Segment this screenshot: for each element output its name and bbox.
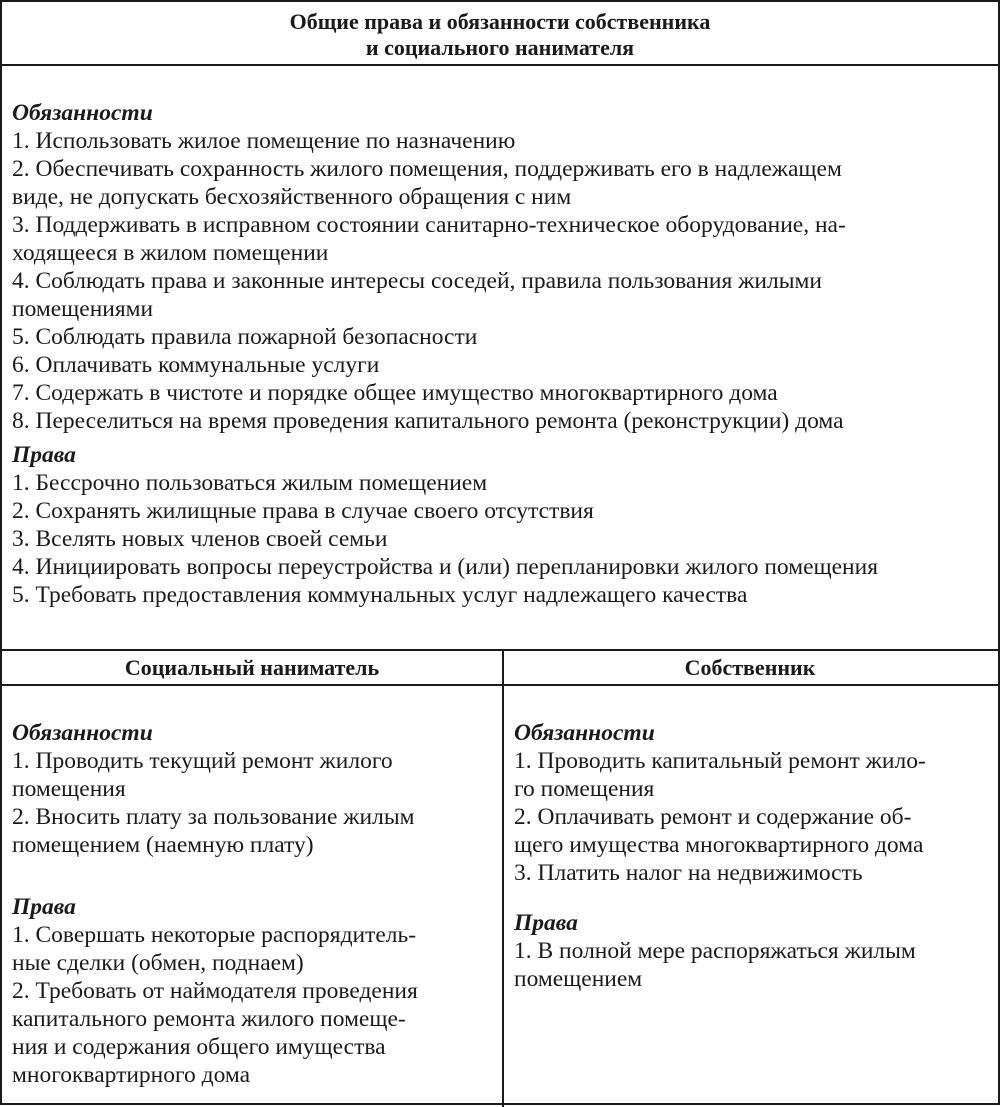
list-item-line: помещением (наемную плату) — [12, 832, 314, 858]
owner-column-header: Собственник — [502, 651, 998, 686]
tenant-duties-list — [12, 747, 494, 859]
tenant-rights-title: Права — [12, 894, 76, 920]
list-item — [12, 155, 992, 211]
list-item — [514, 803, 992, 859]
list-item — [12, 127, 992, 155]
column-divider — [502, 651, 504, 1107]
list-item-line: 3. Поддерживать в исправном состоянии санитарно-техническое оборудование, на- — [12, 212, 846, 238]
list-item — [12, 581, 992, 609]
common-duties-list — [12, 127, 992, 435]
list-item-line: 3. Платить налог на недвижимость — [514, 860, 863, 886]
tenant-column — [12, 719, 494, 1089]
list-item-line: ные сделки (обмен, поднаем) — [12, 950, 304, 976]
list-item — [12, 267, 992, 323]
common-duties-title: Обязанности — [12, 100, 153, 126]
list-item — [12, 525, 992, 553]
list-item-line: 4. Инициировать вопросы переустройства и (или) перепланировки жилого помещения — [12, 554, 879, 580]
owner-duties-title: Обязанности — [514, 720, 655, 746]
list-item-line: помещением — [514, 966, 643, 992]
list-item-line: 1. Использовать жилое помещение по назначению — [12, 128, 516, 154]
list-item — [12, 747, 494, 803]
list-item — [514, 747, 992, 803]
table-title-line-2: и социального нанимателя — [365, 35, 635, 60]
list-item-line: 2. Требовать от наймодателя проведения — [12, 978, 418, 1004]
list-item-line: 8. Переселиться на время проведения капитального ремонта (реконструкции) дома — [12, 408, 844, 434]
list-item — [12, 323, 992, 351]
list-item-line: ния и содержания общего имущества — [12, 1034, 386, 1060]
list-item-line: 1. В полной мере распоряжаться жилым — [514, 938, 916, 964]
list-item-line: 3. Вселять новых членов своей семьи — [12, 526, 388, 552]
tenant-duties-title: Обязанности — [12, 720, 153, 746]
list-item — [12, 407, 992, 435]
list-item — [12, 211, 992, 267]
owner-rights-title: Права — [514, 910, 578, 936]
list-item-line: помещениями — [12, 296, 154, 322]
tenant-rights-list — [12, 921, 494, 1089]
table-title-line-1: Общие права и обязанности собственника — [289, 9, 711, 34]
list-item-line: виде, не допускать бесхозяйственного обращения с ним — [12, 184, 572, 210]
common-rights-list — [12, 469, 992, 609]
owner-column — [514, 719, 992, 993]
owner-duties-list — [514, 747, 992, 887]
tenant-column-header: Социальный наниматель — [2, 651, 502, 686]
list-item-line: ходящееся в жилом помещении — [12, 240, 329, 266]
list-item-line: го помещения — [514, 776, 655, 802]
list-item — [12, 351, 992, 379]
list-item-line: 2. Сохранять жилищные права в случае своего отсутствия — [12, 498, 594, 524]
list-item-line: щего имущества многоквартирного дома — [514, 832, 924, 858]
list-item-line: 5. Требовать предоставления коммунальных услуг надлежащего качества — [12, 582, 748, 608]
owner-rights-list — [514, 937, 992, 993]
list-item — [514, 859, 992, 887]
list-item-line: 2. Оплачивать ремонт и содержание об- — [514, 804, 912, 830]
list-item-line: 1. Совершать некоторые распорядитель- — [12, 922, 417, 948]
list-item — [12, 921, 494, 977]
list-item-line: 5. Соблюдать правила пожарной безопасности — [12, 324, 478, 350]
list-item — [12, 977, 494, 1089]
list-item-line: 4. Соблюдать права и законные интересы соседей, правила пользования жилыми — [12, 268, 822, 294]
list-item — [12, 553, 992, 581]
list-item — [12, 469, 992, 497]
common-rights-title: Права — [12, 442, 76, 468]
list-item — [12, 803, 494, 859]
list-item-line: 7. Содержать в чистоте и порядке общее имущество многоквартирного дома — [12, 380, 778, 406]
list-item-line: 1. Проводить капитальный ремонт жило- — [514, 748, 926, 774]
list-item — [12, 497, 992, 525]
list-item-line: 2. Обеспечивать сохранность жилого помещения, поддерживать его в надлежащем — [12, 156, 842, 182]
list-item — [514, 937, 992, 993]
common-section — [12, 99, 992, 609]
list-item-line: 1. Бессрочно пользоваться жилым помещением — [12, 470, 488, 496]
list-item-line: помещения — [12, 776, 126, 802]
list-item-line: многоквартирного дома — [12, 1062, 251, 1088]
list-item — [12, 379, 992, 407]
table-header — [2, 2, 998, 66]
list-item-line: 2. Вносить плату за пользование жилым — [12, 804, 415, 830]
list-item-line: 1. Проводить текущий ремонт жилого — [12, 748, 393, 774]
list-item-line: капитального ремонта жилого помеще- — [12, 1006, 406, 1032]
list-item-line: 6. Оплачивать коммунальные услуги — [12, 352, 380, 378]
